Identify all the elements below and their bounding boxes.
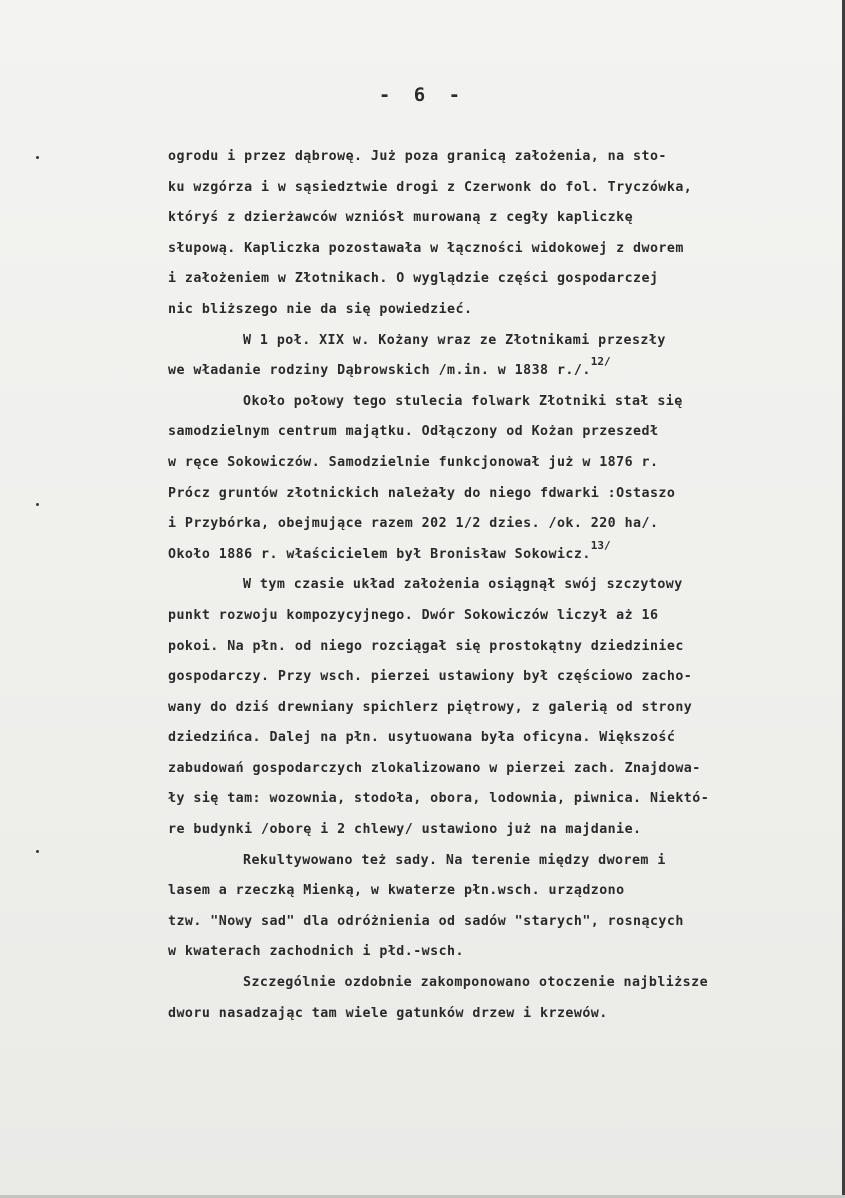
line-text: Około 1886 r. właścicielem był Bronisław Sokowicz. <box>168 546 591 562</box>
body-text <box>168 142 843 1029</box>
line-text: nic bliższego nie da się powiedzieć. <box>168 301 473 317</box>
line-text: w ręce Sokowiczów. Samodzielnie funkcjonował już w 1876 r. <box>168 454 659 470</box>
text-line <box>168 479 843 510</box>
line-text: W tym czasie układ założenia osiągnął swój szczytowy <box>243 577 683 593</box>
line-text: ły się tam: wozownia, stodoła, obora, lodownia, piwnica. Niektó- <box>168 791 710 807</box>
footnote-reference: 13/ <box>590 538 611 552</box>
line-text: i założeniem w Złotnikach. O wyglądzie części gospodarczej <box>168 271 659 287</box>
line-text: dziedzińca. Dalej na płn. usytuowana była oficyna. Większość <box>168 730 676 746</box>
line-text: Szczególnie ozdobnie zakomponowano otoczenie najbliższe <box>243 975 709 991</box>
text-line <box>168 632 843 663</box>
footnote-reference: 12/ <box>590 355 611 369</box>
line-text: któryś z dzierżawców wzniósł murowaną z cegły kapliczkę <box>168 210 634 226</box>
text-line <box>168 448 843 479</box>
text-line <box>168 356 843 387</box>
line-text: i Przybórka, obejmujące razem 202 1/2 dzies. /ok. 220 ha/. <box>168 516 659 532</box>
text-line <box>168 173 843 204</box>
text-line <box>168 540 843 571</box>
line-text: samodzielnym centrum majątku. Odłączony od Kożan przeszedł <box>168 424 659 440</box>
scan-speck <box>36 156 39 159</box>
line-text: Prócz gruntów złotnickich należały do niego fdwarki :Ostaszo <box>168 485 676 501</box>
text-line <box>168 234 843 265</box>
line-text: W 1 poł. XIX w. Kożany wraz ze Złotnikami przeszły <box>243 332 666 348</box>
text-line <box>168 907 843 938</box>
line-text: wany do dziś drewniany spichlerz piętrowy, z galerią od strony <box>168 699 693 715</box>
line-text: re budynki /oborę i 2 chlewy/ ustawiono już na majdanie. <box>168 822 642 838</box>
scan-speck <box>36 850 39 853</box>
text-line <box>168 876 843 907</box>
line-text: pokoi. Na płn. od niego rozciągał się prostokątny dziedziniec <box>168 638 684 654</box>
line-text: gospodarczy. Przy wsch. pierzei ustawiony był częściowo zacho- <box>168 669 693 685</box>
line-text: ku wzgórza i w sąsiedztwie drogi z Czerwonk do fol. Tryczówka, <box>168 179 693 195</box>
line-text: punkt rozwoju kompozycyjnego. Dwór Sokowiczów liczył aż 16 <box>168 607 659 623</box>
line-text: zabudowań gospodarczych zlokalizowano w pierzei zach. Znajdowa- <box>168 760 701 776</box>
text-line <box>168 723 843 754</box>
text-line <box>168 326 843 357</box>
line-text: słupową. Kapliczka pozostawała w łączności widokowej z dworem <box>168 240 684 256</box>
scan-speck <box>36 503 39 506</box>
line-text: w kwaterach zachodnich i płd.-wsch. <box>168 944 464 960</box>
text-line <box>168 662 843 693</box>
text-line <box>168 693 843 724</box>
text-line <box>168 142 843 173</box>
text-line <box>168 754 843 785</box>
page-number: - 6 - <box>378 84 467 106</box>
line-text: Około połowy tego stulecia folwark Złotniki stał się <box>243 393 683 409</box>
text-line <box>168 937 843 968</box>
text-line <box>168 203 843 234</box>
text-line <box>168 570 843 601</box>
line-text: tzw. "Nowy sad" dla odróżnienia od sadów "starych", rosnących <box>168 913 684 929</box>
text-line <box>168 264 843 295</box>
line-text: dworu nasadzając tam wiele gatunków drzew i krzewów. <box>168 1005 608 1021</box>
line-text: we władanie rodziny Dąbrowskich /m.in. w 1838 r./. <box>168 363 591 379</box>
line-text: Rekultywowano też sady. Na terenie między dworem i <box>243 852 666 868</box>
text-line <box>168 295 843 326</box>
line-text: ogrodu i przez dąbrowę. Już poza granicą założenia, na sto- <box>168 149 667 164</box>
text-line <box>168 601 843 632</box>
text-line <box>168 815 843 846</box>
text-line <box>168 846 843 877</box>
text-line <box>168 509 843 540</box>
text-line <box>168 387 843 418</box>
line-text: lasem a rzeczką Mienką, w kwaterze płn.wsch. urządzono <box>168 883 625 899</box>
text-line <box>168 968 843 999</box>
text-line <box>168 999 843 1030</box>
text-line <box>168 784 843 815</box>
text-line <box>168 417 843 448</box>
